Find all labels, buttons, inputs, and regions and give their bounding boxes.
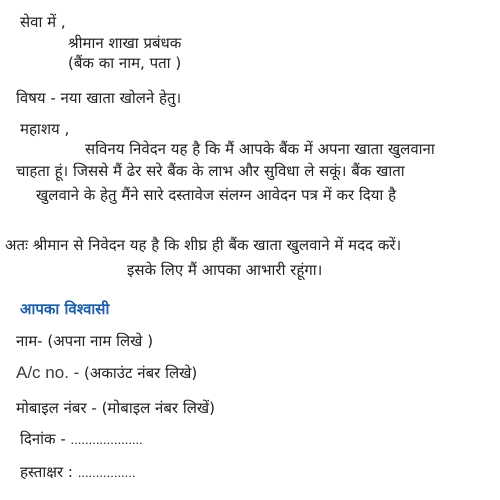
recipient-title: श्रीमान शाखा प्रबंधक	[68, 34, 182, 52]
signature-field	[20, 462, 136, 483]
body-line-2: चाहता हूं। जिससे मैं ढेर सरे बैंक के लाभ और सुविधा ले सकूं। बैंक खाता	[16, 162, 405, 180]
body-line-1: सविनय निवेदन यह है कि मैं आपके बैंक में अपना खाता खुलवाना	[85, 140, 435, 158]
account-field-prefix: A/c no. -	[16, 363, 85, 382]
date-field	[20, 429, 143, 450]
greeting: महाशय ,	[20, 120, 70, 138]
salutation-to: सेवा में ,	[20, 13, 66, 31]
account-field	[16, 363, 197, 383]
signature-label: हस्ताक्षर :	[20, 463, 78, 481]
date-label: दिनांक -	[20, 430, 71, 448]
closing-text: आपका विश्वासी	[20, 300, 110, 318]
date-blank: ....................	[70, 432, 143, 447]
signature-blank: ................	[77, 465, 136, 480]
recipient-address: (बैंक का नाम, पता )	[68, 54, 182, 72]
account-field-hint: (अकाउंट नंबर लिखे)	[84, 364, 198, 382]
body-line-3: खुलवाने के हेतु मैंने सारे दस्तावेज संलग्न आवेदन पत्र में कर दिया है	[36, 186, 397, 204]
request-line-2: इसके लिए मैं आपका आभारी रहूंगा।	[127, 261, 323, 279]
request-line-1: अतः श्रीमान से निवेदन यह है कि शीघ्र ही बैंक खाता खुलवाने में मदद करें।	[5, 236, 402, 254]
mobile-field: मोबाइल नंबर - (मोबाइल नंबर लिखें)	[16, 399, 216, 417]
subject-line: विषय - नया खाता खोलने हेतु।	[16, 89, 182, 107]
name-field: नाम- (अपना नाम लिखे )	[16, 332, 154, 350]
